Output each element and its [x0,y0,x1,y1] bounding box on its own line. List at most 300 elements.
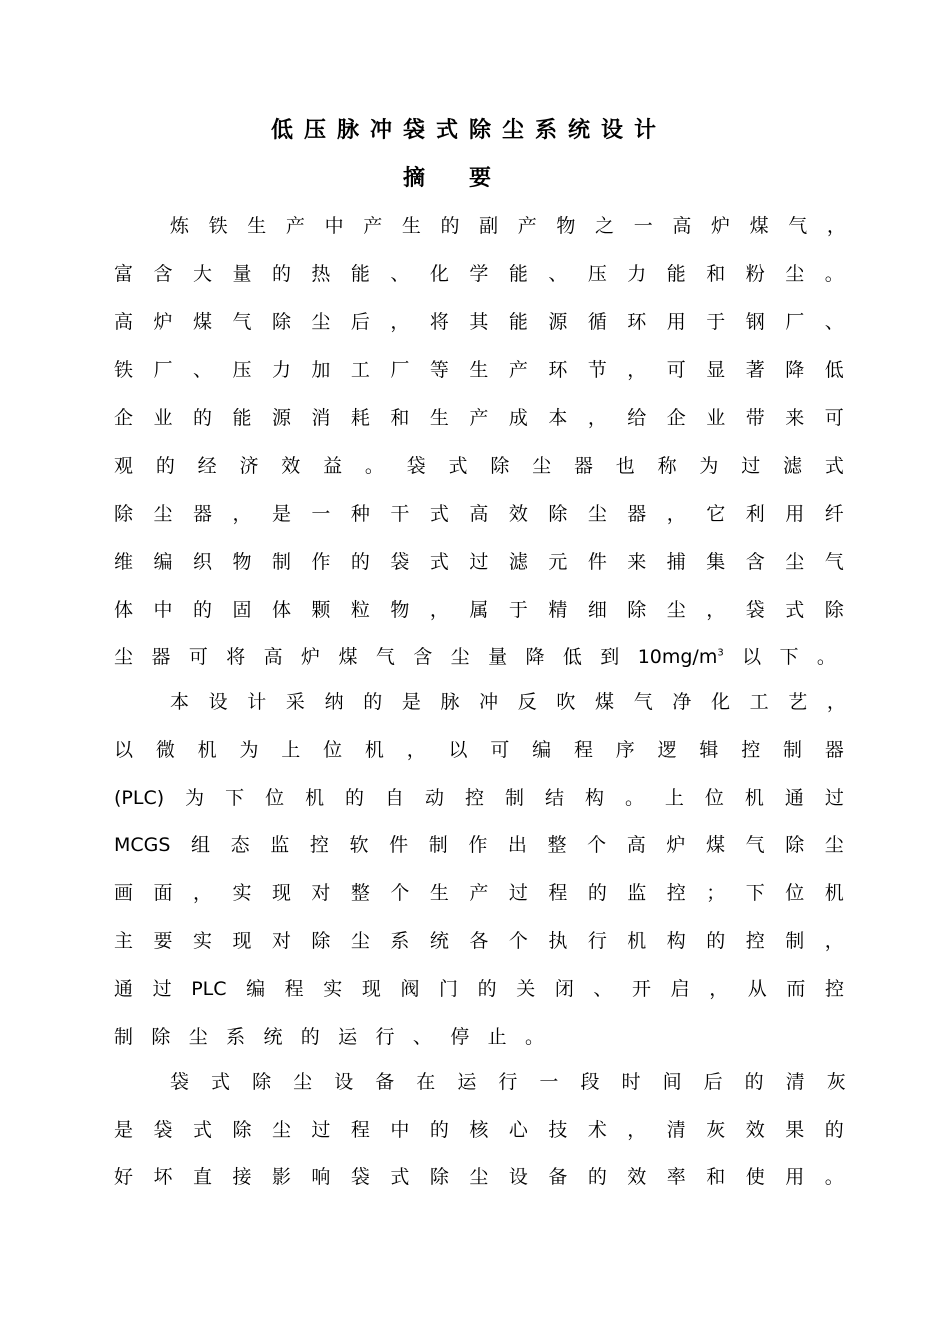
text-char: 环 [627,311,647,333]
paragraph-3-line [114,1116,844,1144]
text-char: 是 [401,691,421,713]
text-char: 逻 [657,739,677,761]
text-char: 它 [706,503,726,525]
paragraph-2-line [114,736,844,764]
text-char: 带 [745,407,765,429]
text-char: 化 [429,263,449,285]
text-char: 尘 [114,646,134,668]
text-char: 降 [785,359,805,381]
text-char: 的 [587,882,607,904]
text-char: 压 [232,359,252,381]
text-char: 炉 [710,215,730,237]
text-char: 个 [587,834,607,856]
text-char: 成 [508,407,528,429]
text-char: 艺 [788,691,808,713]
text-char: 以 [448,739,468,761]
text-char: 心 [508,1119,528,1141]
text-char: 称 [657,455,677,477]
text-char: 滤 [508,551,528,573]
text-char: 执 [548,930,568,952]
text-char: 集 [706,551,726,573]
text-char: 备 [375,1071,395,1093]
text-char: 尘 [532,455,552,477]
text-char: 下 [225,787,245,809]
text-char: 设 [334,1071,354,1093]
text-char: 物 [390,599,410,621]
text-char: 运 [457,1071,477,1093]
paragraph-1-line [114,308,844,336]
text-char: 高 [114,311,134,333]
text-char: 富 [114,263,134,285]
text-char: 生 [429,882,449,904]
text-char: 整 [547,834,567,856]
text-char: 过 [508,882,528,904]
text-char: 维 [114,551,134,573]
text-char: 除 [271,311,291,333]
text-char: 大 [192,263,212,285]
text-char: 接 [232,1166,252,1188]
text-char: 、 [412,1026,432,1048]
text-char: 量 [488,646,508,668]
text-char: 灰 [826,1071,846,1093]
text-char: 量 [232,263,252,285]
text-char: ， [627,1119,647,1141]
text-char: 器 [627,503,647,525]
text-char: 可 [666,359,686,381]
text-char: 物 [556,215,576,237]
text-char: 炉 [666,834,686,856]
text-char: 除 [490,455,510,477]
text-char: ， [232,503,252,525]
text-char: 过 [469,551,489,573]
text-char: 气 [788,215,808,237]
text-char: 除 [232,1119,252,1141]
text-char: 将 [429,311,449,333]
text-char: 好 [114,1166,134,1188]
text-char: 在 [416,1071,436,1093]
text-char: 铁 [208,215,228,237]
text-char: 下 [745,882,765,904]
text-char: 制 [504,787,524,809]
text-char: 式 [192,1119,212,1141]
text-char: 过 [741,455,761,477]
text-char: 辑 [699,739,719,761]
text-char: 的 [587,1166,607,1188]
text-char: 中 [153,599,173,621]
text-char: 是 [271,503,291,525]
text-char: 体 [114,599,134,621]
paragraph-2-line [114,1023,544,1051]
text-char: 袋 [153,1119,173,1141]
text-char: 。 [824,263,844,285]
text-char: 灰 [706,1119,726,1141]
text-char: 系 [226,1026,246,1048]
text-char: ， [826,691,846,713]
text-char: 物 [232,551,252,573]
text-char: 工 [749,691,769,713]
text-char: 组 [191,834,211,856]
text-char: 行 [498,1071,518,1093]
text-char: 本 [170,691,190,713]
text-char: 除 [311,930,331,952]
text-char: 生 [469,359,489,381]
text-char: 直 [192,1166,212,1188]
text-char: ， [709,978,729,1000]
text-char: 济 [239,455,259,477]
text-char: 后 [350,311,370,333]
text-char: 和 [390,407,410,429]
text-char: 式 [824,455,844,477]
text-char: 和 [706,1166,726,1188]
text-char: 循 [587,311,607,333]
text-char: 也 [615,455,635,477]
text-char: 可 [824,407,844,429]
paragraph-1-line [114,260,844,288]
text-char: 消 [311,407,331,429]
text-char: 纤 [824,503,844,525]
text-char: 控 [824,978,844,1000]
text-char: 影 [271,1166,291,1188]
text-char: 厂 [785,311,805,333]
text-char: 的 [363,691,383,713]
text-char: 之 [595,215,615,237]
text-char: 为 [239,739,259,761]
text-char: 过 [824,787,844,809]
text-char: 尘 [450,646,470,668]
text-char: PLC [191,978,227,1000]
text-char: 位 [265,787,285,809]
text-char: 作 [468,834,488,856]
text-char: 制 [114,1026,134,1048]
text-char: ； [706,882,726,904]
text-char: 式 [390,1166,410,1188]
text-char: 上 [281,739,301,761]
text-char: 动 [425,787,445,809]
text-char: 段 [580,1071,600,1093]
text-char: 件 [587,551,607,573]
text-char: ， [429,599,449,621]
text-char: 滤 [783,455,803,477]
text-char: 力 [627,263,647,285]
text-char: 式 [429,551,449,573]
text-char: 技 [548,1119,568,1141]
text-char: 气 [232,311,252,333]
text-char: 微 [155,739,175,761]
text-char: 企 [114,407,134,429]
text-char: 压 [587,263,607,285]
text-char: 吹 [556,691,576,713]
text-char: 源 [548,311,568,333]
text-char: 力 [271,359,291,381]
text-char: 尘 [666,599,686,621]
text-char: 闭 [554,978,574,1000]
text-char: 厂 [153,359,173,381]
text-char: 实 [323,978,343,1000]
text-char: 尘 [469,1166,489,1188]
text-char: 的 [300,1026,320,1048]
text-char: 开 [632,978,652,1000]
text-char: 能 [508,311,528,333]
text-char: 可 [188,646,208,668]
paragraph-3-line [170,1068,846,1096]
text-char: 工 [350,359,370,381]
text-char: 而 [786,978,806,1000]
text-char: 的 [744,1071,764,1093]
text-char: 高 [626,834,646,856]
text-char: 果 [785,1119,805,1141]
text-char: 制 [783,739,803,761]
text-char: 、 [192,359,212,381]
text-char: 为 [185,787,205,809]
text-char: 核 [469,1119,489,1141]
text-char: 织 [192,551,212,573]
text-char: 反 [517,691,537,713]
text-char: 著 [745,359,765,381]
text-char: ， [666,503,686,525]
text-char: 炉 [153,311,173,333]
text-char: 将 [226,646,246,668]
text-char: 于 [706,311,726,333]
text-char: 和 [706,263,726,285]
text-char: 气 [375,646,395,668]
text-char: 除 [151,1026,171,1048]
text-char: 制 [271,551,291,573]
paragraph-2-line [114,975,844,1003]
text-char: 的 [350,551,370,573]
text-char: 炉 [301,646,321,668]
text-char: 能 [232,407,252,429]
text-char: 器 [573,455,593,477]
paragraph-1-line [114,356,844,384]
text-char: 的 [345,787,365,809]
text-char: 脉 [440,691,460,713]
text-char: 位 [323,739,343,761]
text-char: 冲 [479,691,499,713]
text-char: 净 [672,691,692,713]
text-char: 设 [508,1166,528,1188]
text-char: 副 [479,215,499,237]
text-char: 利 [745,503,765,525]
text-char: 间 [662,1071,682,1093]
text-char: 尘 [824,834,844,856]
text-char: 观 [114,455,134,477]
text-char: 上 [664,787,684,809]
text-char: 除 [548,503,568,525]
text-char: 粒 [350,599,370,621]
text-char: 程 [548,882,568,904]
text-char: 钢 [745,311,765,333]
text-char: 下 [779,646,799,668]
text-char: ， [406,739,426,761]
text-char: 实 [232,882,252,904]
concentration-value: $10mg/m^3$ [637,646,724,668]
paragraph-2-line [114,927,844,955]
text-char: 气 [745,834,765,856]
text-char: 煤 [705,834,725,856]
text-char: 阀 [400,978,420,1000]
text-char: 制 [785,930,805,952]
text-char: 响 [311,1166,331,1188]
text-char: 的 [429,1119,449,1141]
text-char: 源 [271,407,291,429]
text-char: 主 [114,930,134,952]
paragraph-3-line [114,1163,844,1191]
text-char: MCGS [114,834,171,856]
text-char: 含 [745,551,765,573]
paragraph-1-line [114,452,844,480]
text-char: 用 [785,1166,805,1188]
text-char: 尘 [293,1071,313,1093]
text-char: 热 [311,263,331,285]
text-char: 产 [469,882,489,904]
text-char: 高 [469,503,489,525]
text-char: 尘 [188,1026,208,1048]
text-char: 后 [703,1071,723,1093]
text-char: 计 [247,691,267,713]
text-char: 机 [305,787,325,809]
text-char: 炼 [170,215,190,237]
text-char: ， [192,882,212,904]
text-char: 煤 [192,311,212,333]
text-char: 业 [706,407,726,429]
text-char: 固 [232,599,252,621]
text-char: 产 [469,407,489,429]
text-char: ， [390,311,410,333]
paragraph-1-line [114,500,844,528]
text-char: 一 [633,215,653,237]
text-char: 除 [114,503,134,525]
text-char: 各 [469,930,489,952]
paragraph-2-line [170,688,846,716]
text-char: 降 [525,646,545,668]
text-char: 的 [271,263,291,285]
text-char: 器 [192,503,212,525]
text-char: 给 [627,407,647,429]
text-char: 尘 [311,311,331,333]
text-char: 以 [742,646,762,668]
text-char: 企 [666,407,686,429]
text-char: 统 [429,930,449,952]
text-char: 控 [666,882,686,904]
text-char: 、 [593,978,613,1000]
text-char: 构 [584,787,604,809]
text-char: 个 [390,882,410,904]
text-char: 从 [747,978,767,1000]
text-char: 干 [390,503,410,525]
text-char: 编 [153,551,173,573]
text-char: 种 [350,503,370,525]
text-char: 化 [710,691,730,713]
text-char: 。 [364,455,384,477]
text-char: 停 [450,1026,470,1048]
text-char: 煤 [595,691,615,713]
text-char: 实 [192,930,212,952]
text-char: 的 [477,978,497,1000]
text-char: 运 [338,1026,358,1048]
paragraph-1-line [114,596,844,624]
text-char: 关 [516,978,536,1000]
text-char: 过 [152,978,172,1000]
text-char: 面 [153,882,173,904]
text-char: 个 [508,930,528,952]
text-char: 。 [624,787,644,809]
text-char: 元 [548,551,568,573]
text-char: 除 [429,1166,449,1188]
paragraph-1-line [170,212,846,240]
text-char: 、 [548,263,568,285]
text-char: 时 [621,1071,641,1093]
text-char: 属 [469,599,489,621]
document-title: 低压脉冲袋式除尘系统设计 [270,118,667,143]
text-char: 式 [211,1071,231,1093]
text-char: 业 [153,407,173,429]
text-char: 为 [699,455,719,477]
text-char: 尘 [350,930,370,952]
text-char: 程 [284,978,304,1000]
text-char: 高 [263,646,283,668]
text-char: 启 [670,978,690,1000]
text-char: 过 [311,1119,331,1141]
text-char: 通 [784,787,804,809]
text-char: 、 [390,263,410,285]
text-char: 效 [745,1119,765,1141]
text-char: 行 [587,930,607,952]
text-char: 率 [666,1166,686,1188]
text-char: 编 [246,978,266,1000]
text-char: 对 [271,930,291,952]
text-char: 、 [824,311,844,333]
text-char: 制 [428,834,448,856]
text-char: 。 [524,1026,544,1048]
text-char: 以 [114,739,134,761]
text-char: 袋 [350,1166,370,1188]
text-char: 尘 [785,263,805,285]
text-char: 低 [562,646,582,668]
text-char: 监 [270,834,290,856]
text-char: 除 [824,599,844,621]
text-char: 清 [666,1119,686,1141]
text-char: 气 [824,551,844,573]
text-char: 产 [517,215,537,237]
text-char: 厂 [390,359,410,381]
text-char: ， [824,930,844,952]
text-char: 含 [153,263,173,285]
text-char: 坏 [153,1166,173,1188]
paragraph-1-line [114,548,844,576]
text-char: 显 [706,359,726,381]
text-char: 使 [745,1166,765,1188]
text-char: 能 [350,263,370,285]
text-char: 现 [271,882,291,904]
text-char: 耗 [350,407,370,429]
text-char: 软 [349,834,369,856]
text-char: 式 [448,455,468,477]
text-char: 器 [824,739,844,761]
text-char: 细 [587,599,607,621]
text-char: 现 [232,930,252,952]
text-char: 门 [439,978,459,1000]
text-char: 尘 [271,1119,291,1141]
text-char: 本 [548,407,568,429]
text-char: 中 [324,215,344,237]
text-char: 画 [114,882,134,904]
text-char: 控 [741,739,761,761]
text-char: 效 [508,503,528,525]
text-char: 序 [615,739,635,761]
text-char: 设 [208,691,228,713]
text-char: 节 [587,359,607,381]
text-char: 程 [573,739,593,761]
